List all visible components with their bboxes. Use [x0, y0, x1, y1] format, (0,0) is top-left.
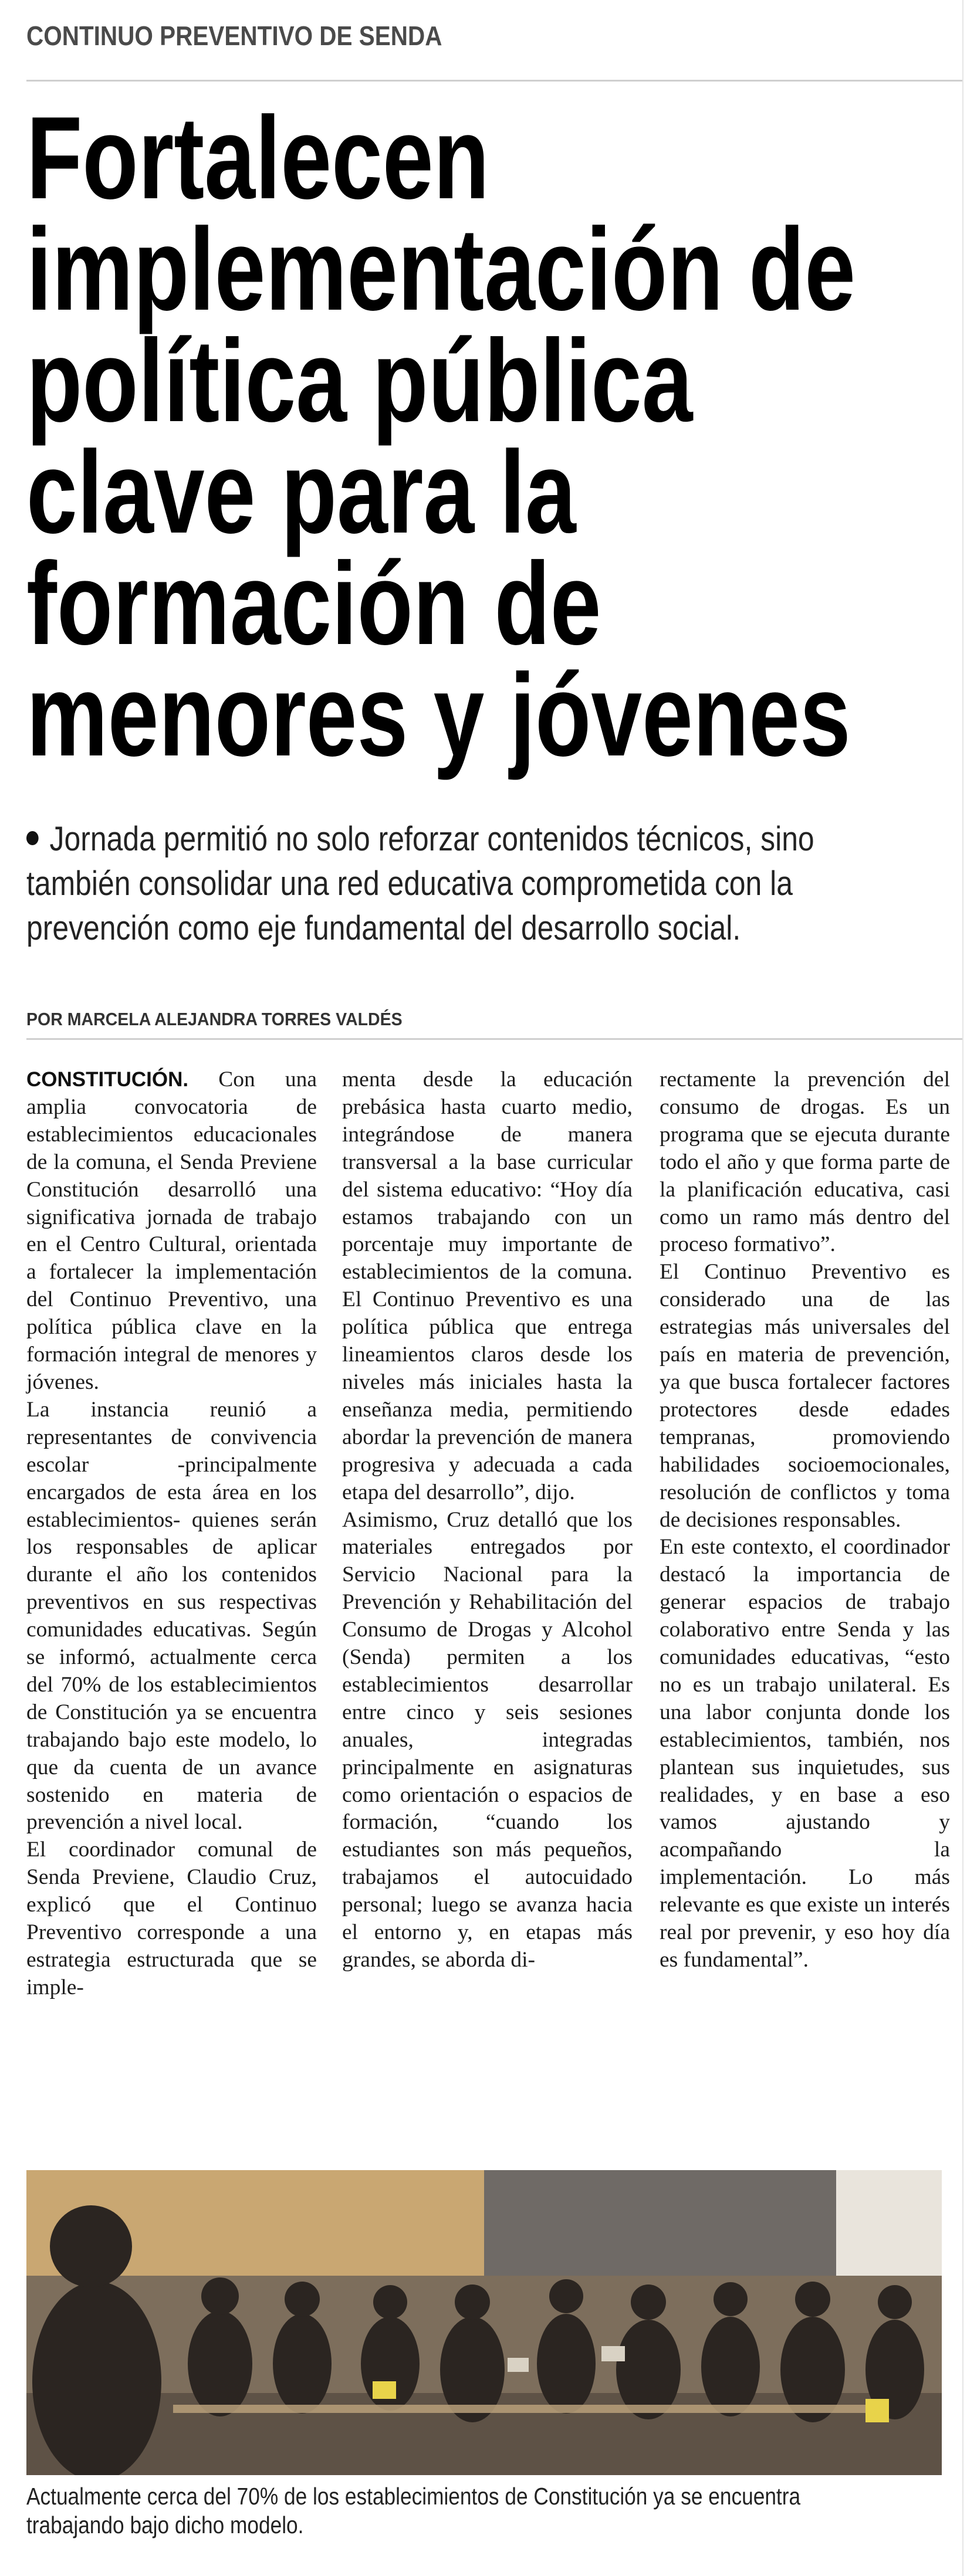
paragraph: El Continuo Preventivo es considerado una de las estrategias más universales del país en materia de prevención, ya que busca fortalecer factores protectores desde edades tempranas, promoviendo habilidades socioemocionales, resolución de conflictos y toma de decisiones responsables.: [660, 1260, 950, 1532]
section-divider: [26, 80, 962, 82]
paragraph: En este contexto, el coordinador destacó la importancia de generar espacios de trabajo colaborativo entre Senda y las comunidades educativas, “esto no es un trabajo unilateral. Es una labor conjunta donde los establecimientos, también, nos plantean sus inquietudes, sus realidades, y en base a eso vamos ajustando y acompañando la implementación. Lo más relevante es que existe un interés real por prevenir, y eso hoy día es fundamental”.: [660, 1535, 950, 1972]
event-photo: [26, 2170, 942, 2475]
bullet-icon: [26, 831, 39, 845]
headline-line: clave para la: [26, 427, 576, 558]
paragraph: Asimismo, Cruz detalló que los materiales entregados por Servicio Nacional para la Prevención y Rehabilitación del Consumo de Drogas y Alcohol (Senda) permiten a los establecimientos desarrollar entre cinco y seis sesiones anuales, integradas principalmente en asignaturas como orientación o espacios de formación, “cuando los estudiantes son más pequeños, trabajamos el autocuidado personal; luego se avanza hacia el entorno y, en etapas más grandes, se aborda di-: [342, 1507, 633, 1972]
paragraph: El coordinador comunal de Senda Previene, Claudio Cruz, explicó que el Continuo Preventivo corresponde a una estrategia estructurada que se imple-: [26, 1838, 317, 1999]
subhead-line: Jornada permitió no solo reforzar contenidos técnicos, sino: [49, 820, 814, 858]
photo-illustration: [26, 2170, 942, 2475]
paragraph: CONSTITUCIÓN. Con una amplia convocatoria de establecimientos educacionales de la comuna, el Senda Previene Constitución desarrolló una significativa jornada de trabajo en el Centro Cultural, orientada a fortalecer la implementación del Continuo Preventivo, una política pública clave en la formación integral de menores y jóvenes.: [26, 1067, 317, 1394]
page-edge-rule: [962, 0, 963, 2576]
headline-line: implementación de: [26, 204, 856, 335]
headline-line: Fortalecen: [26, 93, 489, 223]
subhead-line: también consolidar una red educativa comprometida con la: [26, 865, 793, 903]
caption-line: trabajando bajo dicho modelo.: [26, 2511, 304, 2538]
caption-line: Actualmente cerca del 70% de los establecimientos de Constitución ya se encuentra: [26, 2483, 801, 2510]
section-label: CONTINUO PREVENTIVO DE SENDA: [26, 21, 442, 51]
headline: [26, 93, 856, 781]
dateline: CONSTITUCIÓN.: [26, 1068, 189, 1091]
paragraph: menta desde la educación prebásica hasta cuarto medio, integrándose de manera transversal a la base curricular del sistema educativo: “Hoy día estamos trabajando con un porcentaje muy importante de establecimientos de la comuna. El Continuo Preventivo es una política pública que entrega lineamientos claros desde los niveles más iniciales hasta la enseñanza media, permitiendo abordar la prevención de manera progresiva y adecuada a cada etapa del desarrollo”, dijo.: [342, 1067, 633, 1504]
photo-caption: [26, 2482, 935, 2540]
paragraph: La instancia reunió a representantes de convivencia escolar -principalmente encargados de esta área en los establecimientos- quienes serán los responsables de aplicar durante el año los contenidos preventivos en sus respectivas comunidades educativas. Según se informó, actualmente cerca del 70% de los establecimientos de Constitución ya se encuentra trabajando bajo este modelo, lo que da cuenta de un avance sostenido en materia de prevención a nivel local.: [26, 1397, 317, 1835]
subheadline: [26, 817, 925, 951]
paragraph: rectamente la prevención del consumo de drogas. Es un programa que se ejecuta durante todo el año y que forma parte de la planificación educativa, casi como un ramo más dentro del proceso formativo”.: [660, 1067, 950, 1257]
subhead-line: prevención como eje fundamental del desarrollo social.: [26, 909, 741, 947]
byline-divider: [26, 1038, 962, 1040]
headline-line: política pública: [26, 316, 693, 446]
byline: POR MARCELA ALEJANDRA TORRES VALDÉS: [26, 1009, 403, 1029]
headline-line: formación de: [26, 538, 601, 669]
article-column-1: [26, 1066, 317, 2002]
headline-line: menores y jóvenes: [26, 650, 851, 781]
article-column-2: [342, 1066, 633, 1974]
article-column-3: [660, 1066, 950, 1974]
